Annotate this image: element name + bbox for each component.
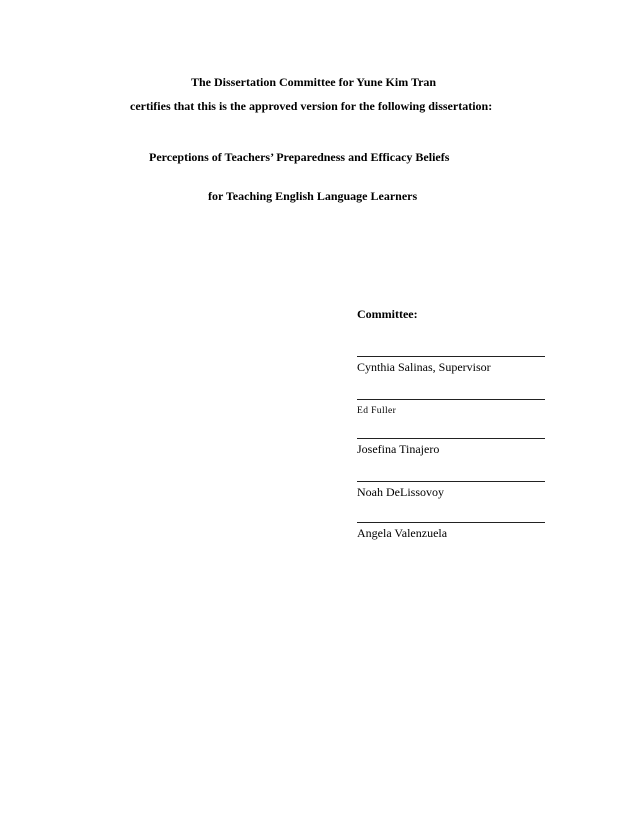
committee-label: Committee: bbox=[357, 307, 418, 321]
signature-block bbox=[357, 481, 545, 499]
signature-line bbox=[357, 356, 545, 357]
signature-block bbox=[357, 356, 545, 374]
signature-line bbox=[357, 481, 545, 482]
signature-block bbox=[357, 522, 545, 540]
signature-block bbox=[357, 399, 545, 418]
certification-statement: certifies that this is the approved version for the following dissertation: bbox=[130, 99, 493, 113]
committee-member-name: Angela Valenzuela bbox=[357, 526, 448, 540]
signature-line bbox=[357, 438, 545, 439]
committee-member-name: Noah DeLissovoy bbox=[357, 485, 444, 499]
signature-line bbox=[357, 399, 545, 400]
committee-member-name: Cynthia Salinas, Supervisor bbox=[357, 360, 491, 374]
committee-heading: The Dissertation Committee for Yune Kim Tran bbox=[191, 75, 437, 89]
signature-line bbox=[357, 522, 545, 523]
signature-block bbox=[357, 438, 545, 456]
committee-member-name: Josefina Tinajero bbox=[357, 442, 440, 456]
dissertation-title-line-2: for Teaching English Language Learners bbox=[208, 189, 418, 203]
dissertation-title-line-1: Perceptions of Teachers’ Preparedness and Efficacy Beliefs bbox=[149, 150, 450, 164]
committee-member-name: Ed Fuller bbox=[357, 406, 397, 416]
